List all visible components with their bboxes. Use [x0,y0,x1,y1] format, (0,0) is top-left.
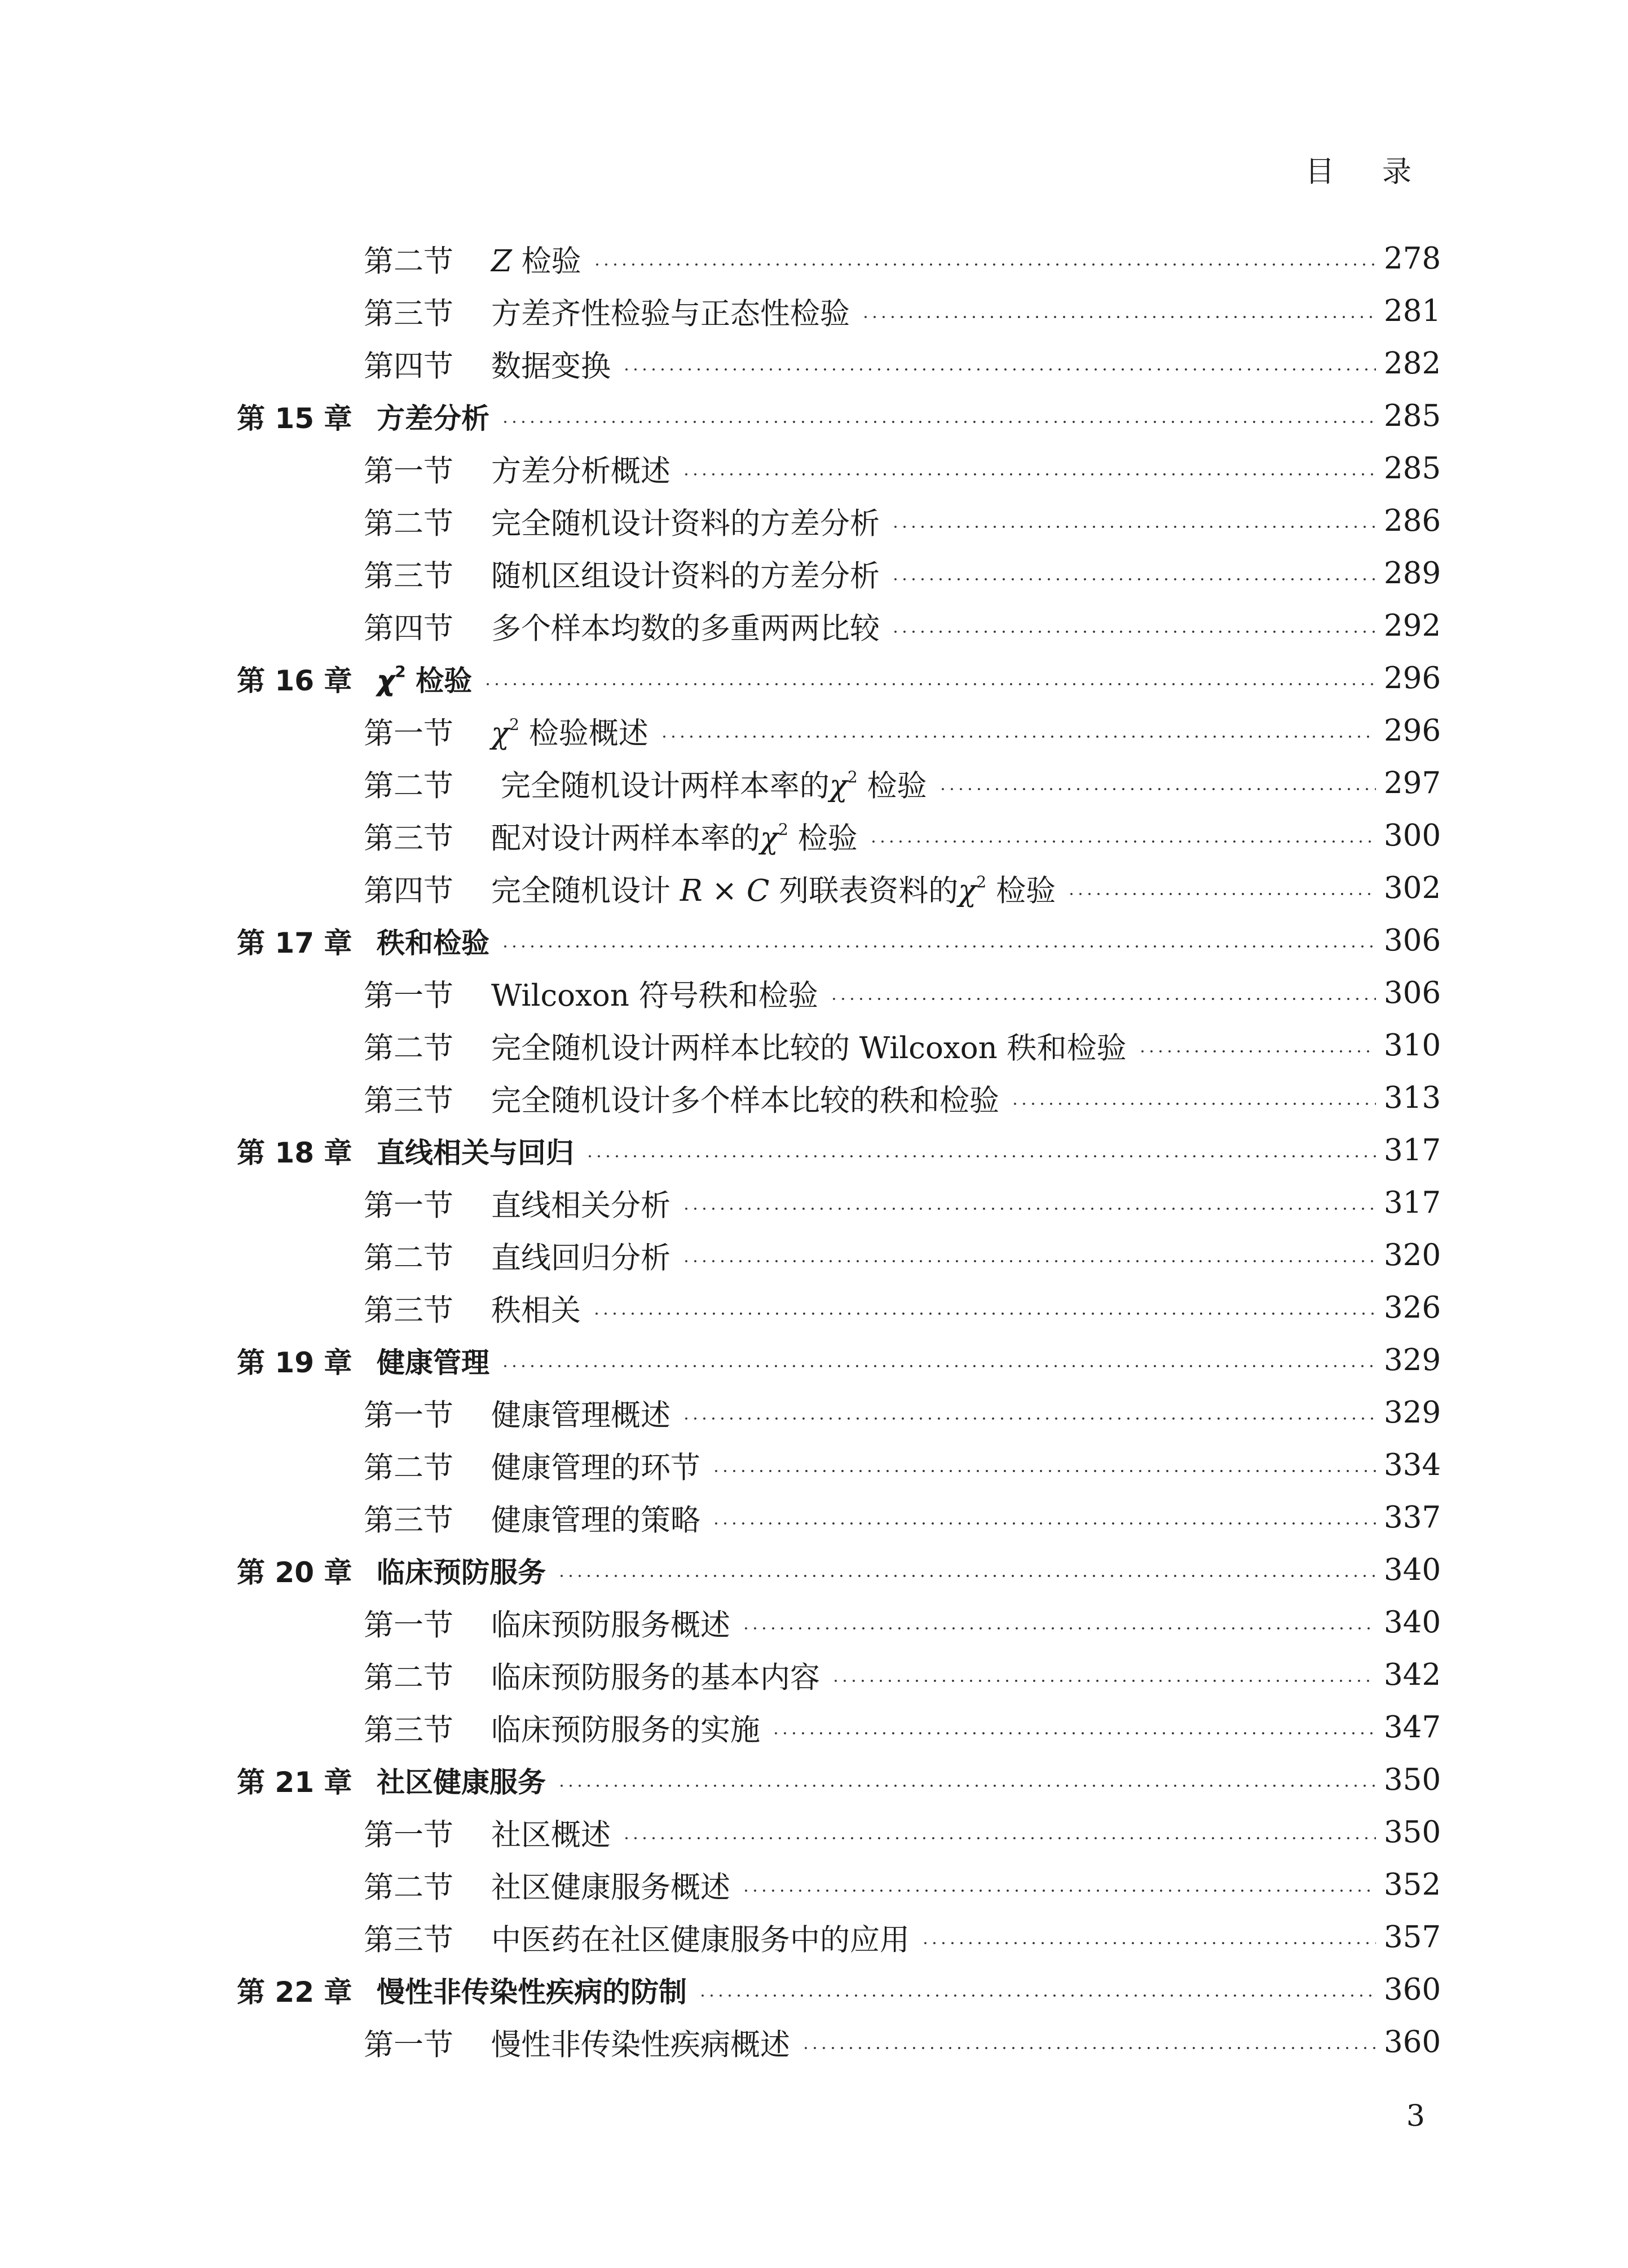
dot-leader [501,421,1376,423]
toc-entry-title: 配对设计两样本率的$\chi^2$ 检验 [491,820,858,856]
toc-section-entry[interactable] [237,495,1441,547]
toc-entry-page: 285 [1384,399,1441,433]
toc-entry-page: 296 [1384,661,1441,695]
dot-leader [501,945,1376,948]
toc-section-entry[interactable] [237,1596,1441,1649]
toc-entry-page: 347 [1384,1710,1441,1745]
toc-entry-number: 第 15 章 [237,402,352,435]
toc-entry-number: 第二节 [364,1240,453,1275]
toc-entry-page: 310 [1384,1028,1441,1063]
page-number: 3 [1406,2099,1425,2133]
toc-entry-page: 313 [1384,1081,1441,1115]
toc-entry-title: 方差分析 [377,402,489,435]
toc-entry-title: 临床预防服务的实施 [491,1712,760,1747]
dot-leader [801,2047,1376,2049]
dot-leader [921,1942,1376,1944]
toc-entry-title: 秩和检验 [377,926,489,959]
dot-leader [831,1680,1376,1682]
toc-entry-page: 350 [1384,1815,1441,1849]
dot-leader [660,736,1376,738]
toc-entry-page: 334 [1384,1448,1441,1482]
toc-entry-number: 第四节 [364,873,453,908]
toc-entry-page: 289 [1384,556,1441,591]
dot-leader [891,631,1376,633]
toc-entry-number: 第二节 [364,768,453,803]
toc-entry-title: Z 检验 [491,244,581,279]
toc-section-entry[interactable] [237,600,1441,652]
toc-entry-number: 第四节 [364,349,453,384]
toc-entry-number: 第一节 [364,453,453,488]
toc-entry-title: 秩相关 [491,1293,581,1328]
toc-section-entry[interactable] [237,442,1441,495]
dot-leader [830,998,1376,1000]
toc-entry-number: 第二节 [364,1450,453,1485]
toc-entry-page: 281 [1384,294,1441,328]
toc-section-entry[interactable] [237,1491,1441,1544]
toc-entry-title: 完全随机设计两样本比较的 Wilcoxon 秩和检验 [491,1030,1127,1065]
toc-entry-page: 317 [1384,1186,1441,1220]
toc-section-entry[interactable] [237,1386,1441,1439]
toc-entry-title: 多个样本均数的多重两两比较 [491,611,880,646]
toc-entry-number: 第一节 [364,1398,453,1433]
toc-section-entry[interactable] [237,1072,1441,1124]
toc-section-entry[interactable] [237,809,1441,862]
toc-entry-title: Wilcoxon 符号秩和检验 [491,978,818,1013]
toc-entry-title: $\chi^2$ 检验概述 [491,715,648,751]
toc-entry-number: 第二节 [364,506,453,541]
toc-entry-page: 317 [1384,1133,1441,1168]
toc-entry-page: 297 [1384,766,1441,800]
dot-leader [622,1837,1376,1839]
dot-leader [861,316,1376,318]
toc-entry-number: 第三节 [364,1712,453,1747]
toc-entry-number: 第 21 章 [237,1765,352,1799]
toc-entry-title: $\chi^2$ 检验 [377,662,473,697]
toc-entry-number: 第 16 章 [237,664,352,697]
dot-leader [557,1575,1376,1577]
toc-entry-number: 第 22 章 [237,1975,352,2009]
toc-entry-title: 随机区组设计资料的方差分析 [491,558,880,593]
toc-entry-number: 第 17 章 [237,926,352,959]
toc-entry-page: 350 [1384,1763,1441,1797]
dot-leader [682,1417,1376,1420]
toc-entry-number: 第一节 [364,978,453,1013]
toc-entry-number: 第三节 [364,1922,453,1957]
toc-section-entry[interactable] [237,862,1441,914]
dot-leader [682,473,1376,475]
toc-entry-title: 直线回归分析 [491,1240,670,1275]
toc-entry-number: 第四节 [364,611,453,646]
dot-leader [938,788,1376,790]
toc-entry-number: 第二节 [364,1870,453,1905]
dot-leader [742,1890,1376,1892]
toc-entry-title: 慢性非传染性疾病概述 [491,2027,790,2062]
dot-leader [891,526,1376,528]
toc-entry-title: 社区概述 [491,1817,611,1852]
toc-section-entry[interactable] [237,704,1441,757]
toc-entry-number: 第一节 [364,1817,453,1852]
dot-leader [592,1313,1376,1315]
toc-entry-number: 第二节 [364,1660,453,1695]
toc-entry-page: 285 [1384,451,1441,486]
dot-leader [1011,1103,1376,1105]
toc-entry-number: 第三节 [364,1293,453,1328]
toc-section-entry[interactable] [237,1281,1441,1334]
toc-entry-number: 第一节 [364,2027,453,2062]
toc-entry-page: 360 [1384,1972,1441,2007]
toc-entry-page: 329 [1384,1343,1441,1377]
toc-section-entry[interactable] [237,1806,1441,1859]
dot-leader [869,840,1376,843]
dot-leader [483,683,1376,685]
toc-entry-page: 329 [1384,1395,1441,1430]
toc-section-entry[interactable] [237,757,1441,809]
toc-entry-page: 360 [1384,2025,1441,2059]
toc-entry-number: 第一节 [364,1188,453,1223]
toc-entry-number: 第三节 [364,1503,453,1538]
toc-section-entry[interactable] [237,1229,1441,1281]
toc-entry-title: 完全随机设计多个样本比较的秩和检验 [491,1083,999,1118]
toc-entry-title: 直线相关与回归 [377,1136,574,1169]
toc-section-entry[interactable] [237,1701,1441,1754]
dot-leader [585,1155,1376,1157]
toc-entry-page: 352 [1384,1868,1441,1902]
dot-leader [771,1732,1376,1734]
toc-entry-number: 第三节 [364,1083,453,1118]
dot-leader [622,368,1376,371]
toc-chapter-entry[interactable] [237,390,1441,442]
toc-entry-title: 方差分析概述 [491,453,670,488]
toc-entry-page: 326 [1384,1291,1441,1325]
toc-entry-number: 第二节 [364,1030,453,1065]
toc-entry-page: 320 [1384,1238,1441,1272]
toc-entry-title: 健康管理概述 [491,1398,670,1433]
dot-leader [501,1365,1376,1367]
toc-section-entry[interactable] [237,1911,1441,1963]
toc-chapter-entry[interactable] [237,1334,1441,1386]
toc-chapter-entry[interactable] [237,652,1441,704]
dot-leader [698,1994,1376,1997]
toc-entry-title: 完全随机设计 R × C 列联表资料的$\chi^2$ 检验 [491,872,1056,908]
table-of-contents [237,232,1441,2068]
toc-entry-title: 方差齐性检验与正态性检验 [491,296,850,331]
toc-entry-page: 286 [1384,504,1441,538]
toc-section-entry[interactable] [237,1177,1441,1229]
toc-entry-number: 第 20 章 [237,1556,352,1589]
toc-entry-title: 临床预防服务 [377,1556,546,1589]
toc-entry-title: 社区健康服务概述 [491,1870,730,1905]
dot-leader [742,1627,1376,1630]
toc-entry-page: 340 [1384,1553,1441,1587]
toc-section-entry[interactable] [237,547,1441,600]
toc-entry-page: 302 [1384,871,1441,905]
toc-entry-number: 第一节 [364,716,453,751]
toc-entry-page: 342 [1384,1658,1441,1692]
toc-entry-title: 慢性非传染性疾病的防制 [377,1975,687,2009]
dot-leader [891,578,1376,580]
toc-entry-number: 第 18 章 [237,1136,352,1169]
toc-entry-title: 社区健康服务 [377,1765,546,1799]
toc-entry-number: 第三节 [364,296,453,331]
toc-entry-page: 296 [1384,714,1441,748]
toc-section-entry[interactable] [237,2016,1441,2068]
toc-entry-title: 健康管理 [377,1346,489,1379]
toc-chapter-entry[interactable] [237,1544,1441,1596]
toc-entry-title: 健康管理的策略 [491,1503,700,1538]
dot-leader [712,1522,1376,1525]
toc-entry-page: 300 [1384,818,1441,853]
toc-entry-page: 306 [1384,923,1441,958]
toc-section-entry[interactable] [237,967,1441,1019]
toc-section-entry[interactable] [237,1019,1441,1072]
toc-entry-number: 第三节 [364,558,453,593]
toc-chapter-entry[interactable] [237,1124,1441,1177]
toc-entry-page: 282 [1384,346,1441,381]
toc-section-entry[interactable] [237,1859,1441,1911]
toc-entry-title: 中医药在社区健康服务中的应用 [491,1922,910,1957]
toc-entry-title: 健康管理的环节 [491,1450,700,1485]
toc-entry-page: 337 [1384,1500,1441,1535]
toc-entry-title: 临床预防服务的基本内容 [491,1660,820,1695]
toc-entry-title: 完全随机设计资料的方差分析 [491,506,880,541]
toc-entry-number: 第一节 [364,1608,453,1642]
dot-leader [1138,1050,1376,1052]
toc-section-entry[interactable] [237,232,1441,285]
toc-section-entry[interactable] [237,1649,1441,1701]
toc-entry-title: 临床预防服务概述 [491,1608,730,1642]
toc-chapter-entry[interactable] [237,1963,1441,2016]
toc-entry-title: 直线相关分析 [491,1188,670,1223]
toc-entry-page: 357 [1384,1920,1441,1954]
dot-leader [1067,893,1376,895]
dot-leader [593,263,1376,266]
toc-chapter-entry[interactable] [237,1754,1441,1806]
toc-entry-number: 第三节 [364,821,453,856]
dot-leader [682,1208,1376,1210]
toc-entry-page: 340 [1384,1605,1441,1640]
toc-entry-page: 306 [1384,976,1441,1010]
dot-leader [682,1260,1376,1262]
toc-entry-page: 292 [1384,609,1441,643]
running-header: 目 录 [1305,155,1431,189]
toc-entry-number: 第 19 章 [237,1346,352,1379]
dot-leader [557,1785,1376,1787]
toc-entry-title: 完全随机设计两样本率的$\chi^2$ 检验 [491,767,927,803]
toc-entry-title: 数据变换 [491,349,611,384]
toc-chapter-entry[interactable] [237,914,1441,967]
toc-entry-number: 第二节 [364,244,453,279]
toc-section-entry[interactable] [237,1439,1441,1491]
toc-section-entry[interactable] [237,337,1441,390]
dot-leader [712,1470,1376,1472]
toc-entry-page: 278 [1384,241,1441,276]
toc-section-entry[interactable] [237,285,1441,337]
